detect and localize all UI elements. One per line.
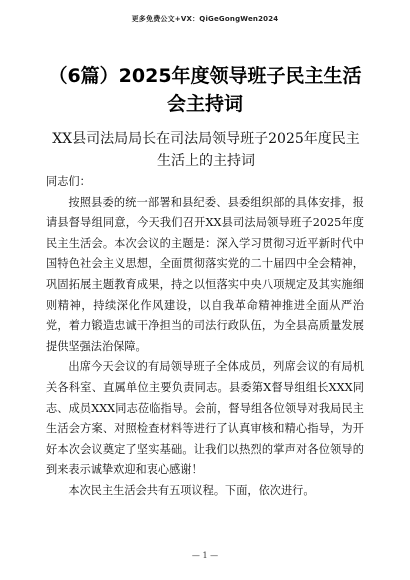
document-body [46, 172, 364, 502]
paragraph-attendees: 出席今天会议的有局领导班子全体成员，列席会议的有局机关各科室、直属单位主要负责同志。县委第X督导组组长XXX同志、成员XXX同志莅临指导。会前，督导组各位领导对我局民主生活会方案、对照检查材料等进行了认真审核和精心指导，为开好本次会议奠定了坚实基础。让我们以热烈的掌声对各位领导的到来表示诚挚欢迎和衷心感谢！ [46, 360, 364, 477]
header-note: 更多免费公文+VX：QiGeGongWen2024 [131, 15, 279, 23]
document-subtitle: XX县司法局局长在司法局领导班子2025年度民主生活上的主持词 [52, 131, 360, 169]
paragraph-opening: 按照县委的统一部署和县纪委、县委组织部的具体安排，报请县督导组同意，今天我们召开XX县司法局领导班子2025年度民主生活会。本次会议的主题是：深入学习贯彻习近平新时代中国特色社会主义思想，全面贯彻落实党的二十届四中全会精神，巩固拓展主题教育成果，持之以恒落实中央八项规定及其实施细则精神，持续深化作风建设，以自我革命精神推进全面从严治党，着力锻造忠诚干净担当的司法行政队伍，为全县高质量发展提供坚强法治保障。 [46, 195, 364, 353]
salutation: 同志们： [46, 175, 91, 188]
page-number: — 1 — [191, 551, 219, 560]
paragraph-agenda: 本次民主生活会共有五项议程。下面，依次进行。 [68, 483, 315, 497]
document-title: （6篇）2025年度领导班子民主生活会主持词 [48, 65, 362, 115]
